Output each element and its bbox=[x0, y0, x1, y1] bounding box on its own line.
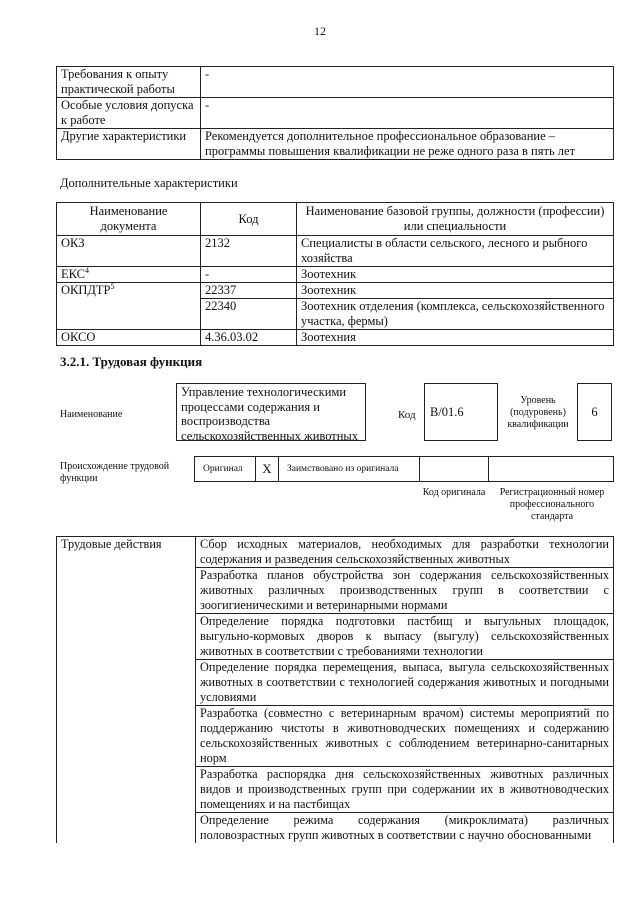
code-cell: 22337 bbox=[201, 283, 297, 299]
document-cell: ОКЗ bbox=[57, 236, 201, 267]
document-cell: ОКПДТР$^5$ bbox=[57, 283, 201, 299]
labor-action-item: Сбор исходных материалов, необходимых для разработки технологии содержания и разведения сельскохозяйственных животных bbox=[196, 537, 614, 568]
name-cell: Зоотехник bbox=[297, 283, 614, 299]
origin-code-label: Код оригинала bbox=[422, 487, 486, 498]
requirement-label: Другие характеристики bbox=[57, 129, 201, 160]
origin-row bbox=[194, 456, 614, 482]
table-row bbox=[57, 299, 614, 330]
labor-action-item: Определение порядка подготовки пастбищ и выгульных площадок, выгульно-кормовых дворов к выпасу (выгулу) сельскохозяйственных животных в соответствии с требованиями технологии bbox=[196, 614, 614, 660]
table-row bbox=[57, 283, 614, 299]
additional-characteristics-table bbox=[56, 202, 614, 346]
original-label: Оригинал bbox=[194, 456, 256, 482]
function-code-label: Код bbox=[398, 409, 416, 421]
labor-action-item: Разработка (совместно с ветеринарным врачом) системы мероприятий по поддержанию чистоты в животноводческих помещениях и содержанию сельскохозяйственных животных с соблюдением ветеринарно-санитарных норм bbox=[196, 706, 614, 767]
table-row bbox=[57, 67, 614, 98]
requirement-label: Требования к опыту практической работы bbox=[57, 67, 201, 98]
labor-action-item: Разработка распорядка дня сельскохозяйственных животных различных видов и производственных групп при содержании их в животноводческих помещениях и на пастбищах bbox=[196, 767, 614, 813]
name-cell: Зоотехник bbox=[297, 267, 614, 283]
column-header-name: Наименование базовой группы, должности (профессии) или специальности bbox=[297, 203, 614, 236]
column-header-document: Наименование документа bbox=[57, 203, 201, 236]
labor-action-item: Определение порядка перемещения, выпаса, выгула сельскохозяйственных животных в соответствии с технологией содержания животных и погодными условиями bbox=[196, 660, 614, 706]
labor-actions-table bbox=[56, 536, 614, 843]
registration-number-cell bbox=[488, 456, 614, 482]
table-header-row bbox=[57, 203, 614, 236]
function-name-value: Управление технологическими процессами содержания и воспроизводства сельскохозяйственных животных bbox=[176, 383, 366, 441]
name-cell: Зоотехник отделения (комплекса, сельскохозяйственного участка, фермы) bbox=[297, 299, 614, 330]
original-mark: X bbox=[255, 456, 279, 482]
code-cell: 2132 bbox=[201, 236, 297, 267]
requirement-label: Особые условия допуска к работе bbox=[57, 98, 201, 129]
labor-action-item: Разработка планов обустройства зон содержания сельскохозяйственных животных различных производственных групп в соответствии с зоогигиеническими и ветеринарными нормами bbox=[196, 568, 614, 614]
borrowed-label: Заимствовано из оригинала bbox=[278, 456, 420, 482]
function-name-label: Наименование bbox=[60, 409, 123, 420]
name-cell: Специалисты в области сельского, лесного и рыбного хозяйства bbox=[297, 236, 614, 267]
table-row bbox=[57, 98, 614, 129]
name-cell: Зоотехния bbox=[297, 330, 614, 346]
table-row bbox=[57, 537, 614, 568]
table-row bbox=[57, 330, 614, 346]
table-row bbox=[57, 267, 614, 283]
table-row bbox=[57, 236, 614, 267]
code-cell: 4.36.03.02 bbox=[201, 330, 297, 346]
code-cell: - bbox=[201, 267, 297, 283]
requirement-value: - bbox=[201, 98, 614, 129]
column-header-code: Код bbox=[201, 203, 297, 236]
table-row bbox=[57, 129, 614, 160]
document-cell: ЕКС$^4$ bbox=[57, 267, 201, 283]
origin-label: Происхождение трудовой функции bbox=[60, 461, 170, 484]
page-number: 12 bbox=[314, 24, 326, 38]
code-cell: 22340 bbox=[201, 299, 297, 330]
registration-number-label: Регистрационный номер профессионального стандарта bbox=[499, 487, 605, 522]
qualification-level-label: Уровень (подуровень) квалификации bbox=[507, 395, 569, 430]
document-cell: ОКСО bbox=[57, 330, 201, 346]
function-code-value: B/01.6 bbox=[424, 383, 498, 441]
footnote-mark: 4 bbox=[85, 265, 89, 275]
section-title: 3.2.1. Трудовая функция bbox=[60, 354, 203, 369]
footnote-mark: 5 bbox=[110, 281, 115, 291]
additional-characteristics-title: Дополнительные характеристики bbox=[60, 176, 238, 190]
requirement-value: - bbox=[201, 67, 614, 98]
requirement-value: Рекомендуется дополнительное профессиональное образование – программы повышения квалификации не реже одного раза в пять лет bbox=[201, 129, 614, 160]
labor-actions-label: Трудовые действия bbox=[57, 537, 196, 844]
qualification-level-value: 6 bbox=[577, 383, 612, 441]
origin-code-cell bbox=[419, 456, 489, 482]
document-cell bbox=[57, 299, 201, 330]
requirements-table bbox=[56, 66, 614, 160]
labor-action-item: Определение режима содержания (микроклимата) различных половозрастных групп животных в соответствии с научно обоснованными bbox=[196, 813, 614, 844]
